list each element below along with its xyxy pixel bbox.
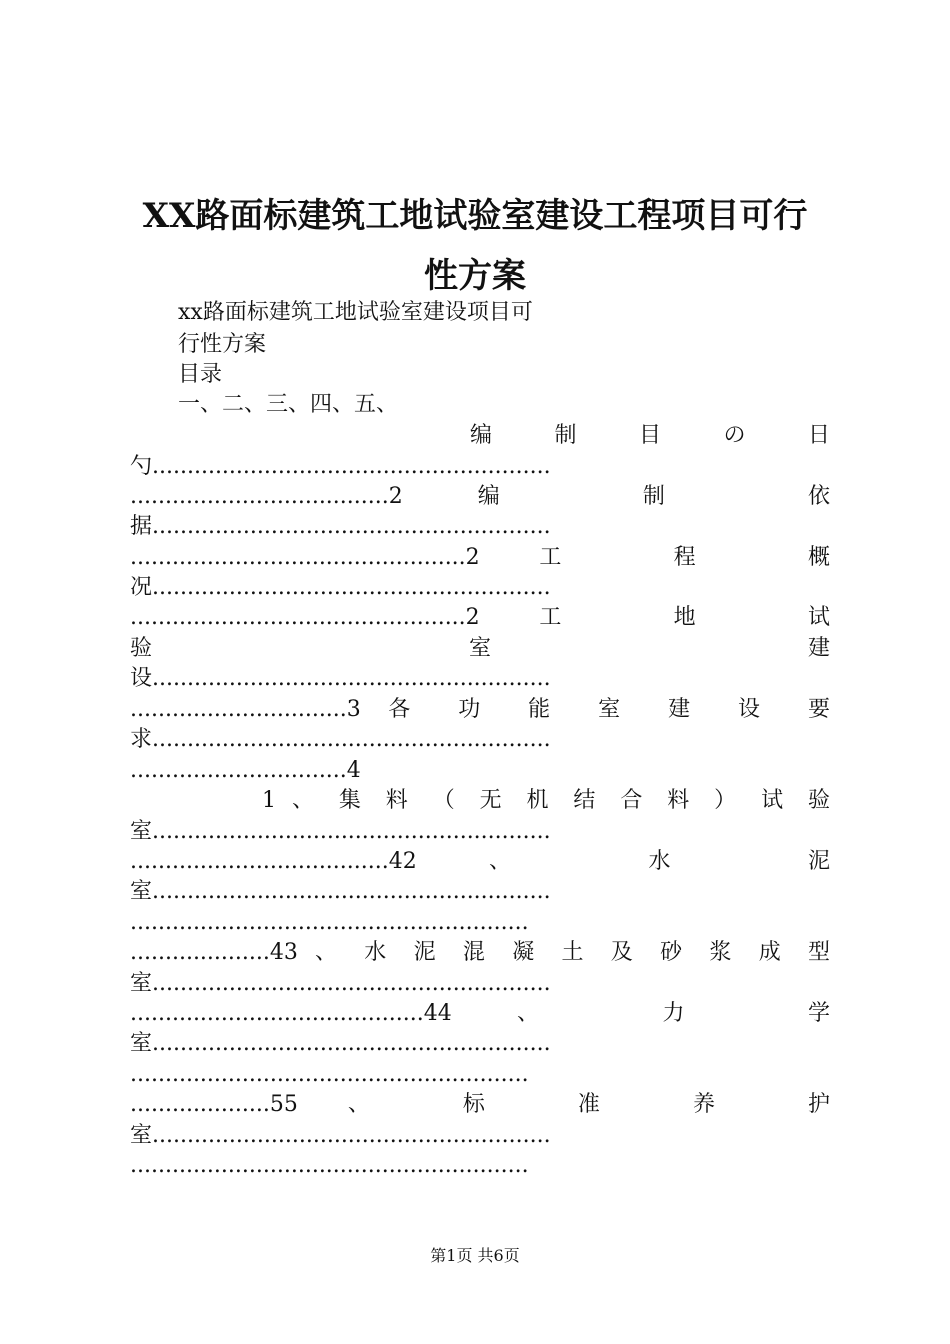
subtitle-line-1: xx路面标建筑工地试验室建设项目可 [178, 300, 533, 325]
toc-line: ......................................................... [130, 1153, 529, 1178]
toc-line: 1 、 集 料 （ 无 机 结 合 料 ） 试 验 [262, 788, 830, 813]
toc-line: 室......................................................... [130, 1123, 551, 1148]
toc-line: 况......................................................... [130, 575, 551, 600]
toc-line: ......................................................... [130, 1062, 529, 1087]
subtitle-line-2: 行性方案 [178, 332, 267, 357]
toc-line: 室......................................................... [130, 819, 551, 844]
toc-line: .....................................42 、 水 泥 [130, 849, 830, 874]
toc-line: 据......................................................... [130, 514, 551, 539]
toc-line: 求......................................................... [130, 727, 551, 752]
toc-line: 设......................................................... [130, 666, 551, 691]
toc-line: ................................................2 工 地 试 [130, 605, 830, 630]
toc-heading: 目录 [178, 362, 223, 387]
document-title-line-1: XX路面标建筑工地试验室建设工程项目可行 [142, 196, 808, 236]
toc-line: .....................................2 编 制 依 [130, 484, 830, 509]
page-footer: 第1页 共6页 [430, 1246, 520, 1265]
toc-line: ...............................4 [130, 758, 361, 783]
toc-line: ...............................3 各 功 能 室 建 设 要 [130, 697, 830, 722]
toc-line: ..........................................44 、 力 学 [130, 1001, 830, 1026]
toc-line: 编 制 目 の 日 [470, 423, 830, 448]
toc-line: 室......................................................... [130, 879, 551, 904]
toc-line: 室......................................................... [130, 971, 551, 996]
toc-line: 室......................................................... [130, 1031, 551, 1056]
toc-line: ......................................................... [130, 910, 529, 935]
toc-numbers: 一、二、三、四、五、 [178, 392, 399, 417]
toc-line: 勺......................................................... [130, 454, 551, 479]
document-title-line-2: 性方案 [424, 256, 526, 296]
toc-line: ....................43 、 水 泥 混 凝 土 及 砂 浆 成 型 [130, 940, 830, 965]
toc-line: ................................................2 工 程 概 [130, 545, 830, 570]
toc-line: ....................55 、 标 准 养 护 [130, 1092, 830, 1117]
toc-line: 验 室 建 [130, 636, 830, 661]
